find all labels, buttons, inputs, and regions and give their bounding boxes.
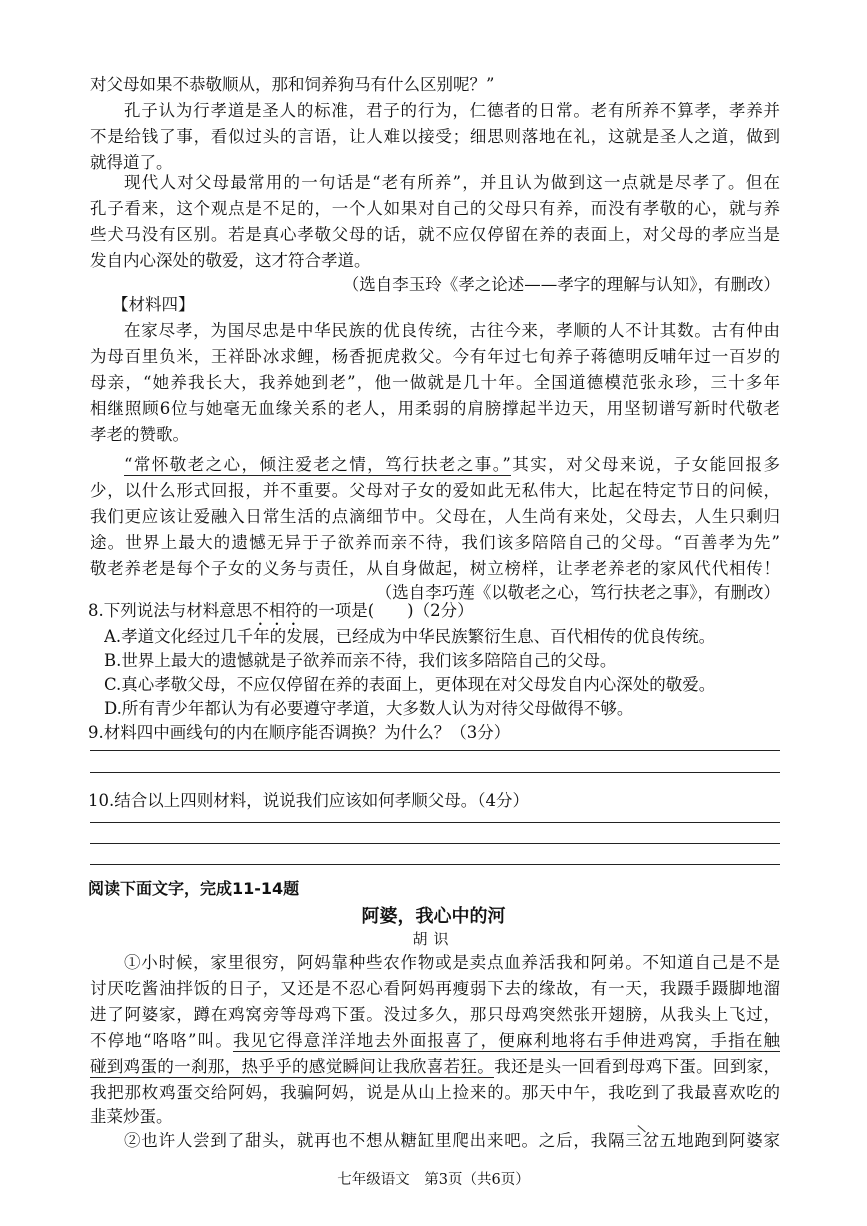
page-footer: 七年级语文 第3页（共6页） [337,1172,530,1188]
text-line: 些犬马没有区别。若是真心孝敬父母的话，就不应仅停留在养的表面上，对父母的孝应当是 [90,225,780,244]
text-segment: 其实，对父母来说，子女能回报多 [510,455,780,474]
emphasis-dotted: 不相符 [252,601,302,620]
text-line: 讨厌吃酱油拌饭的日子，又还是不忍心看阿妈再瘦弱下去的缘故，有一天，我蹑手蹑脚地溜 [90,979,780,998]
text-line: 韭菜炒蛋。 [90,1107,173,1126]
text-line: 在家尽孝，为国尽忠是中华民族的优良传统，古往今来，孝顺的人不计其数。古有仲由 [124,321,780,340]
text-line: 我把那枚鸡蛋交给阿妈，我骗阿妈，说是从山上捡来的。那天中午，我吃到了我最喜欢吃的 [90,1083,780,1102]
question-text: 8.下列说法与材料意思 [88,601,253,620]
option-c: C.真心孝敬父母，不应仅停留在养的表面上，更体现在对父母发自内心深处的敬爱。 [104,675,716,694]
answer-line[interactable] [90,864,780,865]
text-line: 我们更应该让爱融入日常生活的点滴细节中。父母在，人生尚有来处，父母去，人生只剩归 [90,507,780,526]
text-line: ②也许人尝到了甜头，就再也不想从糖缸里爬出来吧。之后，我隔三岔五地跑到阿婆家 [124,1131,780,1150]
text-line: 母亲，“她养我长大，我养她到老”，他一做就是几十年。全国道德模范张永珍，三十多年 [90,373,780,392]
underlined-sentence: 碰到鸡蛋的一刹那，热乎乎的感觉瞬间让我欣喜若狂。 [90,1057,495,1076]
text-line: 孔子认为行孝道是圣人的标准，君子的行为，仁德者的日常。老有所养不算孝，孝养并 [124,101,780,120]
source-citation: （选自李巧莲《以敬老之心，笃行扶老之事》，有删改） [375,583,780,602]
option-a: A.孝道文化经过几千年的发展，已经成为中华民族繁衍生息、百代相传的优良传统。 [104,627,716,646]
text-line: 敬老养老是每个子女的义务与责任，从自身做起，树立榜样，让孝老养老的家风代代相传！ [90,559,780,578]
text-line: 途。世界上最大的遗憾无异于子欲养而亲不待，我们该多陪陪自己的父母。“百善孝为先” [90,533,780,552]
section-heading: 阅读下面文字，完成11-14题 [88,879,300,898]
question-9: 9.材料四中画线句的内在顺序能否调换？为什么？（3分） [88,723,511,742]
text-line: 孝老的赞歌。 [90,425,189,444]
text-line [124,452,780,477]
option-b: B.世界上最大的遗憾就是子欲养而亲不待，我们该多陪陪自己的父母。 [104,651,617,670]
text-line: 为母百里负米，王祥卧冰求鲤，杨香扼虎救父。今有年过七旬养子蒋德明反哺年过一百岁的 [90,347,780,366]
answer-line[interactable] [90,822,780,823]
text-line: 相继照顾6位与她毫无血缘关系的老人，用柔弱的肩膀撑起半边天，用坚韧谱写新时代敬老 [90,399,780,418]
option-d: D.所有青少年都认为有必要遵守孝道，大多数人认为对待父母做得不够。 [104,699,634,718]
text-line [90,1054,780,1079]
text-segment: 我还是头一回看到母鸡下蛋。回到家， [494,1057,780,1076]
text-line: 就得道了。 [90,153,173,172]
source-citation: （选自李玉玲《孝之论述——孝字的理解与认知》，有删改） [342,275,780,294]
article-author: 胡识 [412,930,455,948]
article-title: 阿婆，我心中的河 [361,906,506,927]
question-text: 的一项是( )（2分） [301,601,474,620]
question-10: 10.结合以上四则材料，说说我们应该如何孝顺父母。（4分） [88,791,529,810]
text-line [90,1028,780,1053]
text-line: 现代人对父母最常用的一句话是“老有所养”，并且认为做到这一点就是尽孝了。但在 [124,173,780,192]
answer-line[interactable] [90,772,780,773]
underlined-sentence: “常怀敬老之心，倾注爱老之情，笃行扶老之事。” [124,455,511,474]
text-line: 发自内心深处的敬爱，这才符合孝道。 [90,251,371,270]
text-line: ①小时候，家里很穷，阿妈靠种些农作物或是卖点血养活我和阿弟。不知道自己是不是 [124,953,780,972]
text-line: 少，以什么形式回报，并不重要。父母对子女的爱如此无私伟大，比起在特定节日的问候， [90,481,780,500]
answer-line[interactable] [90,843,780,844]
text-segment: 不停地“咯咯”叫。 [90,1031,234,1050]
material-heading: 【材料四】 [112,295,195,314]
text-line: 进了阿婆家，蹲在鸡窝旁等母鸡下蛋。没过多久，那只母鸡突然张开翅膀，从我头上飞过， [90,1005,780,1024]
answer-line[interactable] [90,750,780,751]
text-line: 不是给钱了事，看似过头的言语，让人难以接受；细思则落地在礼，这就是圣人之道，做到 [90,127,780,146]
underlined-sentence: 我见它得意洋洋地去外面报喜了，便麻利地将右手伸进鸡窝，手指在触 [233,1031,780,1050]
text-line: 对父母如果不恭敬顺从，那和饲养狗马有什么区别呢？” [90,75,495,94]
text-line: 孔子看来，这个观点是不足的，一个人如果对自己的父母只有养，而没有孝敬的心，就与养 [90,199,780,218]
